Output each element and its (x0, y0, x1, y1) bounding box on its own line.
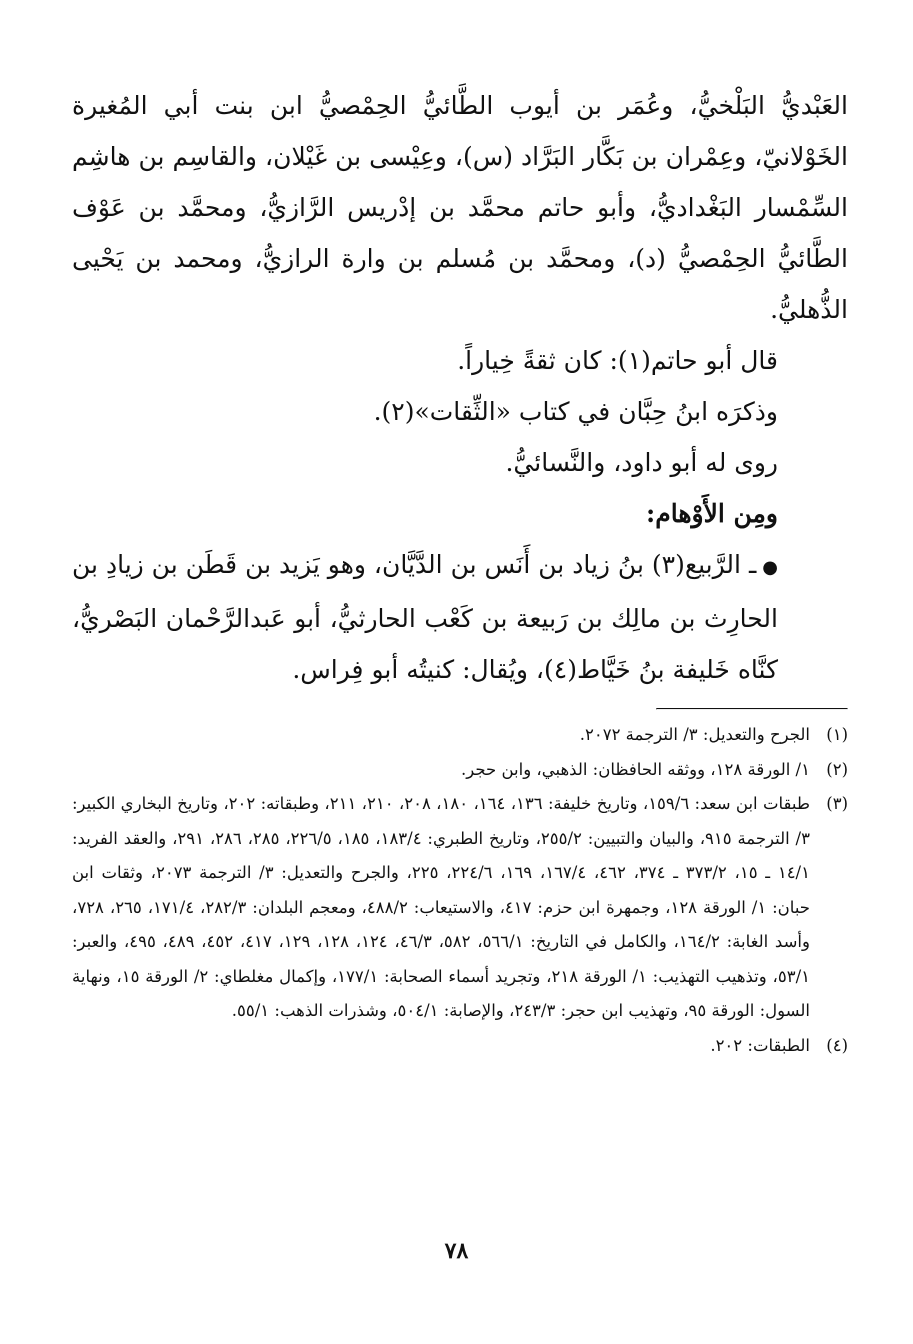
footnote-separator (656, 708, 848, 710)
paragraph-narrators-list: العَبْديُّ البَلْخيُّ، وعُمَر بن أيوب الطَّائيُّ الحِمْصيُّ ابن بنت أبي المُغيرة الخَوْلانيّ، وعِمْران بن بَكَّار البَرَّاد (س)، وعِيْسى بن غَيْلان، والقاسِم بن هاشِم السِّمْسار البَغْداديُّ، وأبو حاتم محمَّد بن إدْريس الرَّازيُّ، ومحمَّد بن عَوْف الطَّائيُّ الحِمْصيُّ (د)، ومحمَّد بن مُسلم بن وارة الرازيُّ، ومحمد بن يَحْيى الذُّهليُّ. (72, 91, 848, 324)
footnote-text: الطبقات: ٢٠٢. (710, 1035, 810, 1055)
footnote-1 (72, 718, 848, 753)
footnotes (72, 718, 848, 1063)
footnote-text: ١/ الورقة ١٢٨، ووثقه الحافظان: الذهبي، وابن حجر. (461, 759, 810, 779)
paragraph-narrated-by: روى له أبو داود، والنَّسائيُّ. (505, 448, 778, 477)
footnote-text: الجرح والتعديل: ٣/ الترجمة ٢٠٧٢. (579, 725, 810, 744)
footnote-number: (٢) (826, 759, 848, 779)
page-number: ٧٨ (444, 1238, 469, 1264)
footnote-number: (٤) (826, 1035, 848, 1055)
footnote-4 (72, 1029, 848, 1064)
footnote-3 (72, 787, 848, 1029)
section-heading: ومِن الأَوْهام: (646, 499, 778, 528)
paragraph-al-rabi-text: ـ الرَّبيع(٣) بنُ زياد بن أَنَس بن الدَّيَّان، وهو يَزيد بن قَطَن بن زيادِ بن الحارِث بن مالِك بن رَبيعة بن كَعْب الحارثيُّ، أبو عَبدالرَّحْمان البَصْريُّ، كنَّاه خَليفة بنُ خَيَّاط(٤)، ويُقال: كنيتُه أبو فِراس. (72, 550, 778, 684)
paragraph-al-rabi-entry (72, 539, 848, 695)
footnote-number: (١) (826, 725, 848, 744)
footnote-number: (٣) (826, 794, 848, 813)
bullet-icon: ● (762, 557, 778, 578)
footnote-2 (72, 753, 848, 788)
main-text (72, 80, 848, 695)
footnote-text: طبقات ابن سعد: ١٥٩/٦، وتاريخ خليفة: ١٣٦، ١٦٤، ١٨٠، ٢٠٨، ٢١٠، ٢١١، وطبقاته: ٢٠٢، وتاريخ البخاري الكبير: ٣/ الترجمة ٩١٥، والبيان والتبيين: ٢٥٥/٢، وتاريخ الطبري: ١٨٣/٤، ١٨٥، ٢٢٦/٥، ٢٨٥، ٢٨٦، ٢٩١، والعقد الفريد: ١٤/١ ـ ١٥، ٣٧٣/٢ ـ ٣٧٤، ٤٦٢، ١٦٧/٤، ١٦٩، ٢٢٤/٦، ٢٢٥، والجرح والتعديل: ٣/ الترجمة ٢٠٧٣، وثقات ابن حبان: ١/ الورقة ١٢٨، وجمهرة ابن حزم: ٤١٧، والاستيعاب: ٤٨٨/٢، ومعجم البلدان: ٢٨٢/٣، ١٧١/٤، ٢٦٥، ٧٢٨، وأسد الغابة: ١٦٤/٢، والكامل في التاريخ: ٥٦٦/١، ٥٨٢، ٤٦/٣، ١٢٤، ١٢٨، ١٢٩، ٤١٧، ٤٥٢، ٤٨٩، ٤٩٥، والعبر: ٥٣/١، وتذهيب التهذيب: ١/ الورقة ٢١٨، وتجريد أسماء الصحابة: ١٧٧/١، وإكمال مغلطاي: ٢/ الورقة ١٥، ونهاية السول: الورقة ٩٥، وتهذيب ابن حجر: ٢٤٣/٣، والإصابة: ٥٠٤/١، وشذرات الذهب: ٥٥/١. (72, 794, 811, 1020)
paragraph-ibn-hibban: وذكرَه ابنُ حِبَّان في كتاب «الثِّقات»(٢). (373, 397, 778, 426)
paragraph-abu-hatim-quote: قال أبو حاتم(١): كان ثقةً خِياراً. (457, 346, 778, 375)
page-content (72, 80, 848, 1055)
